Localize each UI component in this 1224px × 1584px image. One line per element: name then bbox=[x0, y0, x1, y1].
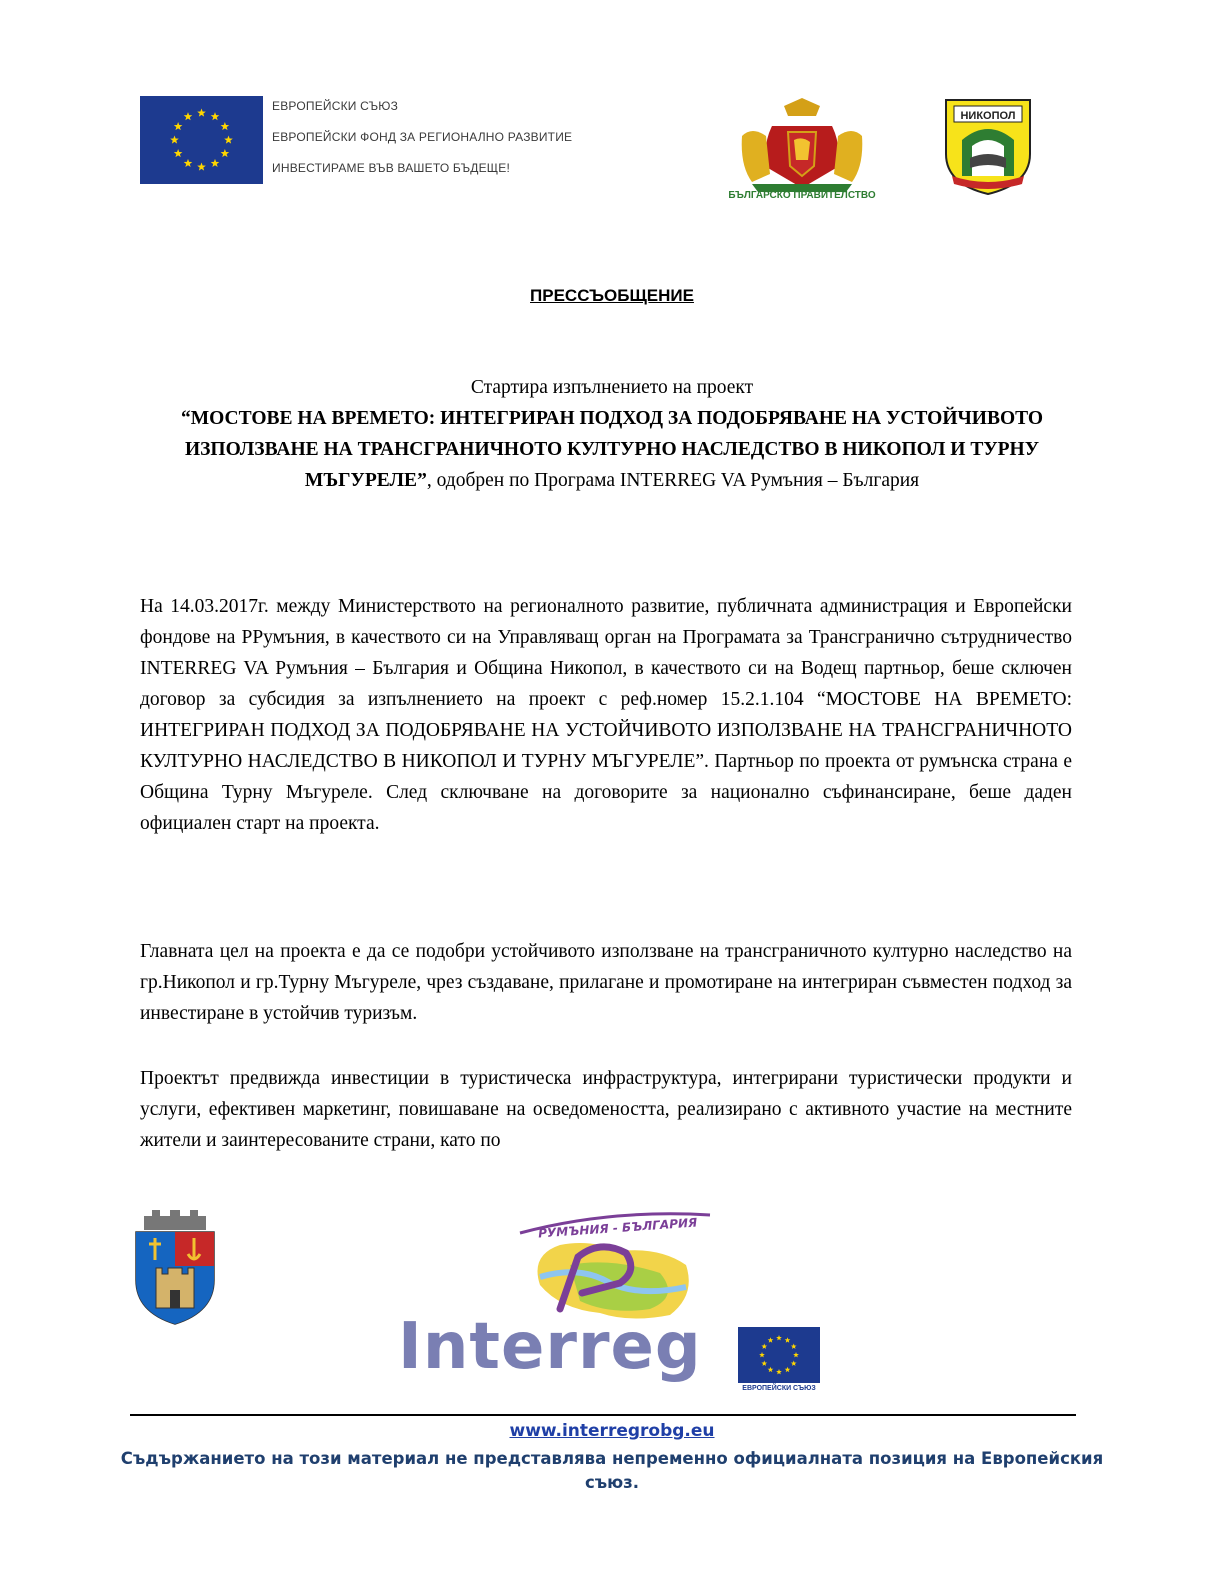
eu-star-icon bbox=[761, 1344, 767, 1349]
program-arc-text: РУМЪНИЯ - БЪЛГАРИЯ bbox=[537, 1215, 698, 1241]
interreg-logo-word: Interreg bbox=[398, 1310, 702, 1384]
eu-star-icon bbox=[170, 136, 179, 144]
eu-star-icon bbox=[174, 122, 183, 130]
eu-star-icon bbox=[197, 109, 206, 117]
intro-project bbox=[140, 403, 1084, 496]
eu-star-icon bbox=[776, 1335, 782, 1340]
eu-star-icon bbox=[221, 122, 230, 130]
eu-line-3: ИНВЕСТИРАМЕ ВЪВ ВАШЕТО БЪДЕЩЕ! bbox=[272, 161, 510, 175]
eu-star-icon bbox=[224, 136, 233, 144]
paragraph-2: Главната цел на проекта е да се подобри устойчивото използване на трансграничното културно наследство на гр.Никопол и гр.Турну Мъгуреле, чрез създаване, прилагане и промотиране на интегриран съвместен подход за инвестиране в устойчив туризъм. bbox=[140, 941, 1072, 1024]
eu-star-icon bbox=[791, 1361, 797, 1366]
eu-stars-icon bbox=[140, 96, 263, 184]
eu-star-icon bbox=[211, 112, 220, 120]
eu-star-icon bbox=[197, 163, 206, 171]
project-name: “МОСТОВЕ НА ВРЕМЕТО: ИНТЕГРИРАН ПОДХОД ЗА ПОДОБРЯВАНЕ НА УСТОЙЧИВОТО ИЗПОЛЗВАНЕ НА ТРАНСГРАНИЧНОТО КУЛТУРНО НАСЛЕДСТВО В НИКОПОЛ И ТУРНУ МЪГУРЕЛЕ” bbox=[180, 408, 1044, 491]
eu-flag-logo bbox=[140, 96, 263, 184]
eu-star-icon bbox=[221, 149, 230, 157]
page-title: ПРЕССЪОБЩЕНИЕ bbox=[530, 286, 694, 305]
program-website-link[interactable]: www.interregrobg.eu bbox=[509, 1421, 715, 1441]
nikopol-crest-icon bbox=[942, 96, 1034, 196]
eu-text-block bbox=[272, 99, 572, 192]
eu-stars-small-icon bbox=[738, 1327, 820, 1383]
eu-small-label: ЕВРОПЕЙСКИ СЪЮЗ bbox=[742, 1385, 816, 1392]
eu-star-icon bbox=[184, 112, 193, 120]
eu-star-icon bbox=[776, 1369, 782, 1374]
footer-disclaimer: Съдържанието на този материал не представлява непременно официалната позиция на Европейския съюз. bbox=[120, 1449, 1104, 1492]
eu-star-icon bbox=[791, 1344, 797, 1349]
eu-flag-small-logo bbox=[738, 1327, 820, 1383]
eu-star-icon bbox=[184, 159, 193, 167]
eu-line-1: ЕВРОПЕЙСКИ СЪЮЗ bbox=[272, 99, 399, 113]
eu-line-2: ЕВРОПЕЙСКИ ФОНД ЗА РЕГИОНАЛНО РАЗВИТИЕ bbox=[272, 130, 573, 144]
eu-star-icon bbox=[785, 1367, 791, 1372]
intro-line: Стартира изпълнението на проект bbox=[470, 377, 754, 398]
government-label: БЪЛГАРСКО ПРАВИТЕЛСТВО bbox=[728, 190, 876, 201]
eu-star-icon bbox=[768, 1337, 774, 1342]
eu-star-icon bbox=[785, 1337, 791, 1342]
eu-star-icon bbox=[793, 1352, 799, 1357]
intro-block bbox=[140, 372, 1084, 496]
turnu-magurele-crest-icon bbox=[130, 1208, 220, 1326]
eu-star-icon bbox=[174, 149, 183, 157]
footer-divider bbox=[130, 1414, 1076, 1416]
eu-star-icon bbox=[761, 1361, 767, 1366]
eu-star-icon bbox=[211, 159, 220, 167]
nikopol-crest-text: НИКОПОЛ bbox=[960, 110, 1016, 122]
eu-star-icon bbox=[759, 1352, 765, 1357]
paragraph-1: На 14.03.2017г. между Министерството на регионалното развитие, публичната администрация и Европейски фондове на РРумъния, в качеството си на Управляващ орган на Програмата за Трансгранично сътрудничество INTERREG VA Румъния – България и Община Никопол, в качеството си на Водещ партньор, беше сключен договор за субсидия за изпълнението на проект с реф.номер 15.2.1.104 “МОСТОВЕ НА ВРЕМЕТО: ИНТЕГРИРАН ПОДХОД ЗА ПОДОБРЯВАНЕ НА УСТОЙЧИВОТО ИЗПОЛЗВАНЕ НА ТРАНСГРАНИЧНОТО КУЛТУРНО НАСЛЕДСТВО В НИКОПОЛ И ТУРНУ МЪГУРЕЛЕ”. Партньор по проекта от румънска страна е Община Турну Мъгуреле. След сключване на договорите за национално съфинансиране, беше даден официален старт на проекта. bbox=[140, 596, 1072, 834]
approved-text: , одобрен по Програма INTERREG VA Румъния – България bbox=[426, 470, 920, 491]
paragraph-3: Проектът предвижда инвестиции в туристическа инфраструктура, интегрирани туристически продукти и услуги, ефективен маркетинг, повишаване на осведомеността, реализирано с активното участие на местните жители и заинтересованите страни, като по bbox=[140, 1068, 1072, 1151]
eu-star-icon bbox=[768, 1367, 774, 1372]
